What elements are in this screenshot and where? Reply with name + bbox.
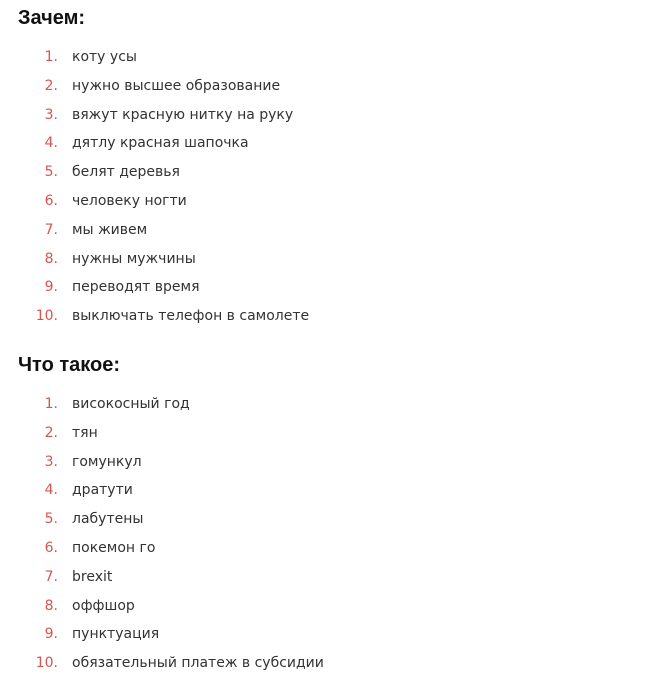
list-item [0,43,662,72]
item-text: гомункул [72,453,142,470]
item-number: 9. [44,626,58,643]
item-number: 6. [44,539,58,556]
list-item [0,419,662,448]
list-item [0,187,662,216]
item-number: 3. [44,453,58,470]
item-number: 1. [44,49,58,65]
list-item [0,534,662,563]
item-number: 2. [44,77,58,94]
item-text: переводят время [72,279,200,296]
item-text: пунктуация [72,626,160,643]
item-text: коту усы [72,49,137,65]
list-item [0,245,662,274]
item-number: 8. [44,250,58,267]
item-text: белят деревья [72,164,180,181]
section-heading: Зачем: [18,7,86,29]
item-number: 4. [44,482,58,499]
item-number: 10. [35,308,58,325]
item-number: 8. [44,597,58,614]
item-text: високосный год [72,396,190,412]
item-number: 9. [44,279,58,296]
item-text: покемон го [72,539,156,556]
item-text: вяжут красную нитку на руку [72,106,294,123]
list-item [0,390,662,419]
item-number: 10. [35,655,58,672]
item-text: brexit [72,568,113,585]
list-item [0,476,662,505]
item-number: 7. [44,568,58,585]
section-heading: Что такое: [18,354,121,376]
list-item [0,563,662,592]
item-text: дятлу красная шапочка [72,135,249,152]
section-chto-takoe [0,347,662,672]
item-text: тян [72,424,98,441]
item-text: нужно высшее образование [72,77,281,94]
item-text: дратути [72,482,133,499]
section-zachem [0,0,662,325]
list-item [0,158,662,187]
numbered-list [0,390,662,678]
item-number: 5. [44,511,58,528]
item-number: 1. [44,396,58,412]
list-item [0,216,662,245]
item-number: 4. [44,135,58,152]
item-number: 3. [44,106,58,123]
list-item [0,101,662,130]
list-item [0,448,662,477]
list-item [0,592,662,621]
list-item [0,505,662,534]
item-text: мы живем [72,221,148,238]
item-number: 5. [44,164,58,181]
item-number: 2. [44,424,58,441]
item-text: обязательный платеж в субсидии [72,655,324,672]
numbered-list [0,43,662,331]
list-item [0,620,662,649]
list-item [0,129,662,158]
item-text: лабутены [72,511,144,528]
item-text: выключать телефон в самолете [72,308,310,325]
item-text: нужны мужчины [72,250,196,267]
list-item [0,649,662,678]
list-item [0,72,662,101]
item-number: 6. [44,192,58,209]
list-item [0,302,662,331]
item-text: человеку ногти [72,192,187,209]
item-text: оффшор [72,597,135,614]
list-item [0,273,662,302]
item-number: 7. [44,221,58,238]
